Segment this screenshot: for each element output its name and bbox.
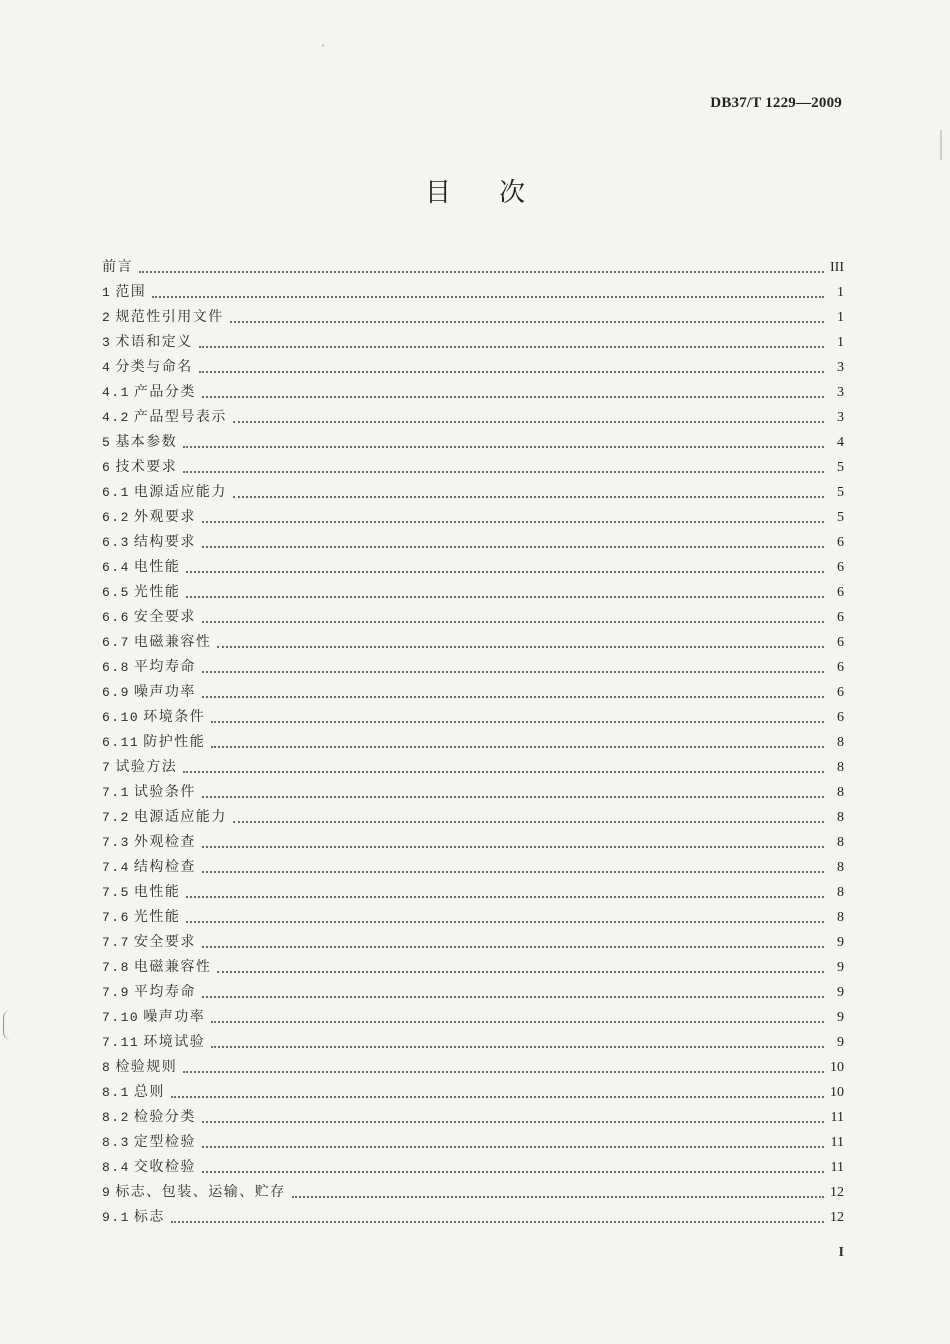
toc-dot-leader xyxy=(217,970,824,973)
toc-entry-page: 6 xyxy=(837,535,844,550)
toc-dot-leader xyxy=(202,795,824,798)
toc-entry-number: 6 xyxy=(102,460,112,475)
toc-entry-page: 6 xyxy=(837,685,844,700)
toc-entry-page: 5 xyxy=(837,510,844,525)
toc-entry[interactable] xyxy=(102,430,844,455)
toc-entry-label xyxy=(102,705,205,730)
toc-dot-leader xyxy=(202,870,824,873)
toc-entry-label xyxy=(102,1030,205,1055)
toc-dot-leader xyxy=(171,1095,824,1098)
toc-dot-leader xyxy=(202,1120,824,1123)
toc-entry[interactable] xyxy=(102,1055,844,1080)
toc-entry[interactable] xyxy=(102,680,844,705)
toc-entry-number: 4 xyxy=(102,360,112,375)
toc-dot-leader xyxy=(211,1045,824,1048)
toc-entry[interactable] xyxy=(102,955,844,980)
toc-dot-leader xyxy=(233,420,824,423)
toc-dot-leader xyxy=(292,1195,824,1198)
toc-entry-page: 12 xyxy=(830,1185,844,1200)
toc-entry-text: 标志、包装、运输、贮存 xyxy=(115,1184,286,1200)
toc-entry-number: 7.5 xyxy=(102,885,130,900)
toc-entry-number: 6.11 xyxy=(102,735,140,750)
toc-entry-label xyxy=(102,955,211,980)
toc-entry[interactable] xyxy=(102,605,844,630)
toc-entry[interactable] xyxy=(102,855,844,880)
toc-entry-text: 电性能 xyxy=(133,884,181,900)
toc-entry-number: 6.8 xyxy=(102,660,130,675)
standard-code: DB37/T 1229—2009 xyxy=(710,95,842,111)
toc-entry[interactable] xyxy=(102,355,844,380)
toc-entry-number: 6.2 xyxy=(102,510,130,525)
toc-entry[interactable] xyxy=(102,1080,844,1105)
toc-entry[interactable] xyxy=(102,1130,844,1155)
toc-dot-leader xyxy=(199,345,824,348)
toc-entry-text: 环境条件 xyxy=(143,709,206,725)
toc-entry-page: 8 xyxy=(837,785,844,800)
toc-entry-page: 5 xyxy=(837,460,844,475)
toc-entry-page: 1 xyxy=(837,335,844,350)
toc-entry-label xyxy=(102,255,133,280)
toc-entry-label xyxy=(102,730,205,755)
toc-entry-label xyxy=(102,505,196,530)
toc-entry-page: 8 xyxy=(837,735,844,750)
toc-entry-label xyxy=(102,855,196,880)
toc-dot-leader xyxy=(186,570,824,573)
toc-dot-leader xyxy=(217,645,824,648)
toc-entry-text: 噪声功率 xyxy=(133,684,196,700)
toc-entry-label xyxy=(102,430,177,455)
toc-dot-leader xyxy=(199,370,824,373)
toc-entry-number: 6.5 xyxy=(102,585,130,600)
toc-entry-text: 外观检查 xyxy=(133,834,196,850)
toc-entry-number: 1 xyxy=(102,285,112,300)
toc-entry-number: 7.10 xyxy=(102,1010,140,1025)
toc-entry-text: 分类与命名 xyxy=(115,359,193,375)
toc-dot-leader xyxy=(202,995,824,998)
toc-entry-page: 8 xyxy=(837,860,844,875)
table-of-contents xyxy=(102,255,844,1230)
toc-entry[interactable] xyxy=(102,1105,844,1130)
toc-entry-label xyxy=(102,405,227,430)
toc-entry-page: 11 xyxy=(830,1110,844,1125)
toc-entry-label xyxy=(102,980,196,1005)
toc-entry-label xyxy=(102,355,193,380)
toc-entry-label xyxy=(102,330,193,355)
toc-entry-text: 规范性引用文件 xyxy=(115,309,224,325)
toc-entry-text: 试验方法 xyxy=(115,759,178,775)
toc-entry[interactable] xyxy=(102,730,844,755)
toc-dot-leader xyxy=(233,495,824,498)
toc-entry-text: 交收检验 xyxy=(133,1159,196,1175)
toc-entry-label xyxy=(102,605,196,630)
toc-entry[interactable] xyxy=(102,1030,844,1055)
toc-entry-text: 产品型号表示 xyxy=(133,409,227,425)
toc-entry-text: 噪声功率 xyxy=(143,1009,206,1025)
toc-entry-label xyxy=(102,680,196,705)
toc-dot-leader xyxy=(202,695,824,698)
toc-entry-number: 8 xyxy=(102,1060,112,1075)
toc-entry-number: 4.2 xyxy=(102,410,130,425)
toc-entry-page: 4 xyxy=(837,435,844,450)
toc-entry-label xyxy=(102,1105,196,1130)
toc-entry-page: 6 xyxy=(837,635,844,650)
toc-dot-leader xyxy=(233,820,824,823)
toc-entry-label xyxy=(102,780,196,805)
toc-entry-number: 7.3 xyxy=(102,835,130,850)
toc-entry-number: 7.9 xyxy=(102,985,130,1000)
toc-entry-page: 8 xyxy=(837,760,844,775)
toc-entry-page: 11 xyxy=(830,1160,844,1175)
toc-entry-text: 术语和定义 xyxy=(115,334,193,350)
toc-entry-number: 7.8 xyxy=(102,960,130,975)
toc-dot-leader xyxy=(186,595,824,598)
toc-entry-page: 6 xyxy=(837,585,844,600)
toc-dot-leader xyxy=(152,295,824,298)
toc-dot-leader xyxy=(211,1020,824,1023)
toc-entry-page: 6 xyxy=(837,660,844,675)
toc-entry-page: 9 xyxy=(837,1035,844,1050)
toc-entry-text: 电磁兼容性 xyxy=(133,959,212,975)
toc-entry-page: 10 xyxy=(830,1060,844,1075)
toc-entry-label xyxy=(102,380,196,405)
scan-speck xyxy=(940,130,942,160)
toc-entry[interactable] xyxy=(102,630,844,655)
toc-dot-leader xyxy=(202,520,824,523)
toc-entry-label xyxy=(102,805,227,830)
toc-entry-number: 6.7 xyxy=(102,635,130,650)
toc-entry-number: 6.10 xyxy=(102,710,140,725)
toc-entry-page: 9 xyxy=(837,935,844,950)
toc-dot-leader xyxy=(186,895,824,898)
toc-entry-label xyxy=(102,455,177,480)
toc-entry-page: 1 xyxy=(837,310,844,325)
toc-entry-number: 6.1 xyxy=(102,485,130,500)
toc-entry-number: 8.3 xyxy=(102,1135,130,1150)
toc-entry[interactable] xyxy=(102,1180,844,1205)
toc-entry-text: 安全要求 xyxy=(133,934,196,950)
toc-dot-leader xyxy=(183,445,824,448)
toc-entry-text: 总则 xyxy=(133,1084,165,1100)
toc-dot-leader xyxy=(202,1170,824,1173)
toc-entry-number: 4.1 xyxy=(102,385,130,400)
toc-entry-page: 9 xyxy=(837,985,844,1000)
toc-entry-page: 3 xyxy=(837,410,844,425)
toc-entry-page: 10 xyxy=(830,1085,844,1100)
toc-entry[interactable] xyxy=(102,1155,844,1180)
toc-entry[interactable] xyxy=(102,805,844,830)
toc-entry[interactable] xyxy=(102,755,844,780)
toc-entry-number: 7.11 xyxy=(102,1035,140,1050)
toc-entry[interactable] xyxy=(102,930,844,955)
toc-entry[interactable] xyxy=(102,830,844,855)
toc-entry-text: 光性能 xyxy=(133,584,181,600)
toc-entry-text: 定型检验 xyxy=(133,1134,196,1150)
toc-entry-number: 7.2 xyxy=(102,810,130,825)
toc-entry[interactable] xyxy=(102,455,844,480)
toc-entry-text: 安全要求 xyxy=(133,609,196,625)
toc-entry-label xyxy=(102,305,224,330)
toc-entry-text: 结构要求 xyxy=(133,534,196,550)
toc-entry-label xyxy=(102,1130,196,1155)
toc-entry-page: 3 xyxy=(837,385,844,400)
toc-entry-number: 7.6 xyxy=(102,910,130,925)
toc-entry-number: 6.9 xyxy=(102,685,130,700)
toc-dot-leader xyxy=(202,670,824,673)
toc-entry-text: 结构检查 xyxy=(133,859,196,875)
toc-entry[interactable] xyxy=(102,305,844,330)
toc-entry-page: III xyxy=(830,260,844,275)
toc-entry-number: 8.1 xyxy=(102,1085,130,1100)
toc-entry-text: 光性能 xyxy=(133,909,181,925)
toc-dot-leader xyxy=(183,470,824,473)
toc-entry-text: 防护性能 xyxy=(143,734,206,750)
toc-entry-number: 6.4 xyxy=(102,560,130,575)
toc-dot-leader xyxy=(202,620,824,623)
toc-entry-text: 技术要求 xyxy=(115,459,178,475)
toc-entry-number: 2 xyxy=(102,310,112,325)
toc-entry-text: 电源适应能力 xyxy=(133,809,227,825)
toc-entry-label xyxy=(102,530,196,555)
toc-entry-text: 检验规则 xyxy=(115,1059,178,1075)
toc-dot-leader xyxy=(183,770,824,773)
toc-entry-page: 6 xyxy=(837,610,844,625)
toc-entry-label xyxy=(102,280,146,305)
toc-entry-text: 前言 xyxy=(102,259,133,275)
toc-dot-leader xyxy=(171,1220,824,1223)
toc-entry-number: 7 xyxy=(102,760,112,775)
toc-entry-text: 范围 xyxy=(115,284,147,300)
toc-entry-text: 电性能 xyxy=(133,559,181,575)
toc-entry-page: 5 xyxy=(837,485,844,500)
toc-entry-label xyxy=(102,905,180,930)
toc-entry[interactable] xyxy=(102,380,844,405)
toc-entry-number: 9.1 xyxy=(102,1210,130,1225)
toc-entry-number: 6.3 xyxy=(102,535,130,550)
toc-dot-leader xyxy=(202,945,824,948)
toc-entry-label xyxy=(102,555,180,580)
toc-entry[interactable] xyxy=(102,555,844,580)
page-number: I xyxy=(838,1245,844,1260)
toc-entry-number: 5 xyxy=(102,435,112,450)
page-title: 目次 xyxy=(424,178,573,208)
scan-speck xyxy=(322,44,324,47)
toc-entry-label xyxy=(102,580,180,605)
toc-entry-text: 电源适应能力 xyxy=(133,484,227,500)
toc-entry[interactable] xyxy=(102,580,844,605)
toc-entry-label xyxy=(102,1205,165,1230)
toc-entry-page: 9 xyxy=(837,1010,844,1025)
toc-dot-leader xyxy=(230,320,824,323)
toc-entry-page: 1 xyxy=(837,285,844,300)
toc-entry[interactable] xyxy=(102,655,844,680)
toc-entry[interactable] xyxy=(102,280,844,305)
toc-entry-page: 8 xyxy=(837,910,844,925)
toc-dot-leader xyxy=(186,920,824,923)
toc-entry-number: 7.1 xyxy=(102,785,130,800)
toc-entry-page: 11 xyxy=(830,1135,844,1150)
toc-entry-number: 8.4 xyxy=(102,1160,130,1175)
toc-entry-text: 环境试验 xyxy=(143,1034,206,1050)
toc-entry-text: 基本参数 xyxy=(115,434,178,450)
toc-entry[interactable] xyxy=(102,980,844,1005)
toc-entry[interactable] xyxy=(102,905,844,930)
toc-entry-label xyxy=(102,830,196,855)
toc-dot-leader xyxy=(202,395,824,398)
toc-entry[interactable] xyxy=(102,255,844,280)
toc-entry-label xyxy=(102,1005,205,1030)
toc-entry-page: 6 xyxy=(837,560,844,575)
toc-entry-label xyxy=(102,930,196,955)
toc-entry[interactable] xyxy=(102,330,844,355)
scan-artifact xyxy=(3,1010,12,1040)
toc-entry-page: 6 xyxy=(837,710,844,725)
toc-entry[interactable] xyxy=(102,530,844,555)
toc-entry-text: 平均寿命 xyxy=(133,984,196,1000)
toc-dot-leader xyxy=(202,545,824,548)
toc-entry-label xyxy=(102,1080,165,1105)
toc-dot-leader xyxy=(202,1145,824,1148)
toc-entry-page: 3 xyxy=(837,360,844,375)
toc-entry-text: 平均寿命 xyxy=(133,659,196,675)
toc-entry-text: 产品分类 xyxy=(133,384,196,400)
toc-entry-label xyxy=(102,755,177,780)
toc-dot-leader xyxy=(139,270,824,273)
toc-entry-label xyxy=(102,480,227,505)
toc-dot-leader xyxy=(211,745,824,748)
toc-entry[interactable] xyxy=(102,480,844,505)
toc-entry-page: 12 xyxy=(830,1210,844,1225)
toc-entry-number: 9 xyxy=(102,1185,112,1200)
toc-entry[interactable] xyxy=(102,1205,844,1230)
toc-entry-label xyxy=(102,1155,196,1180)
toc-dot-leader xyxy=(202,845,824,848)
toc-entry-number: 3 xyxy=(102,335,112,350)
toc-entry-number: 7.4 xyxy=(102,860,130,875)
toc-entry[interactable] xyxy=(102,780,844,805)
toc-entry-label xyxy=(102,655,196,680)
toc-entry-page: 8 xyxy=(837,885,844,900)
toc-entry-label xyxy=(102,1055,177,1080)
toc-entry-label xyxy=(102,630,211,655)
toc-entry-page: 9 xyxy=(837,960,844,975)
toc-entry-label xyxy=(102,880,180,905)
toc-entry-number: 6.6 xyxy=(102,610,130,625)
toc-entry-number: 8.2 xyxy=(102,1110,130,1125)
toc-entry-text: 外观要求 xyxy=(133,509,196,525)
toc-entry-text: 电磁兼容性 xyxy=(133,634,212,650)
toc-entry-page: 8 xyxy=(837,835,844,850)
toc-entry-text: 检验分类 xyxy=(133,1109,196,1125)
toc-entry[interactable] xyxy=(102,505,844,530)
toc-entry-page: 8 xyxy=(837,810,844,825)
toc-entry[interactable] xyxy=(102,880,844,905)
toc-entry-text: 标志 xyxy=(133,1209,165,1225)
toc-dot-leader xyxy=(211,720,824,723)
toc-entry-text: 试验条件 xyxy=(133,784,196,800)
toc-entry[interactable] xyxy=(102,405,844,430)
toc-entry[interactable] xyxy=(102,1005,844,1030)
toc-entry-number: 7.7 xyxy=(102,935,130,950)
toc-dot-leader xyxy=(183,1070,824,1073)
toc-entry-label xyxy=(102,1180,286,1205)
toc-entry[interactable] xyxy=(102,705,844,730)
